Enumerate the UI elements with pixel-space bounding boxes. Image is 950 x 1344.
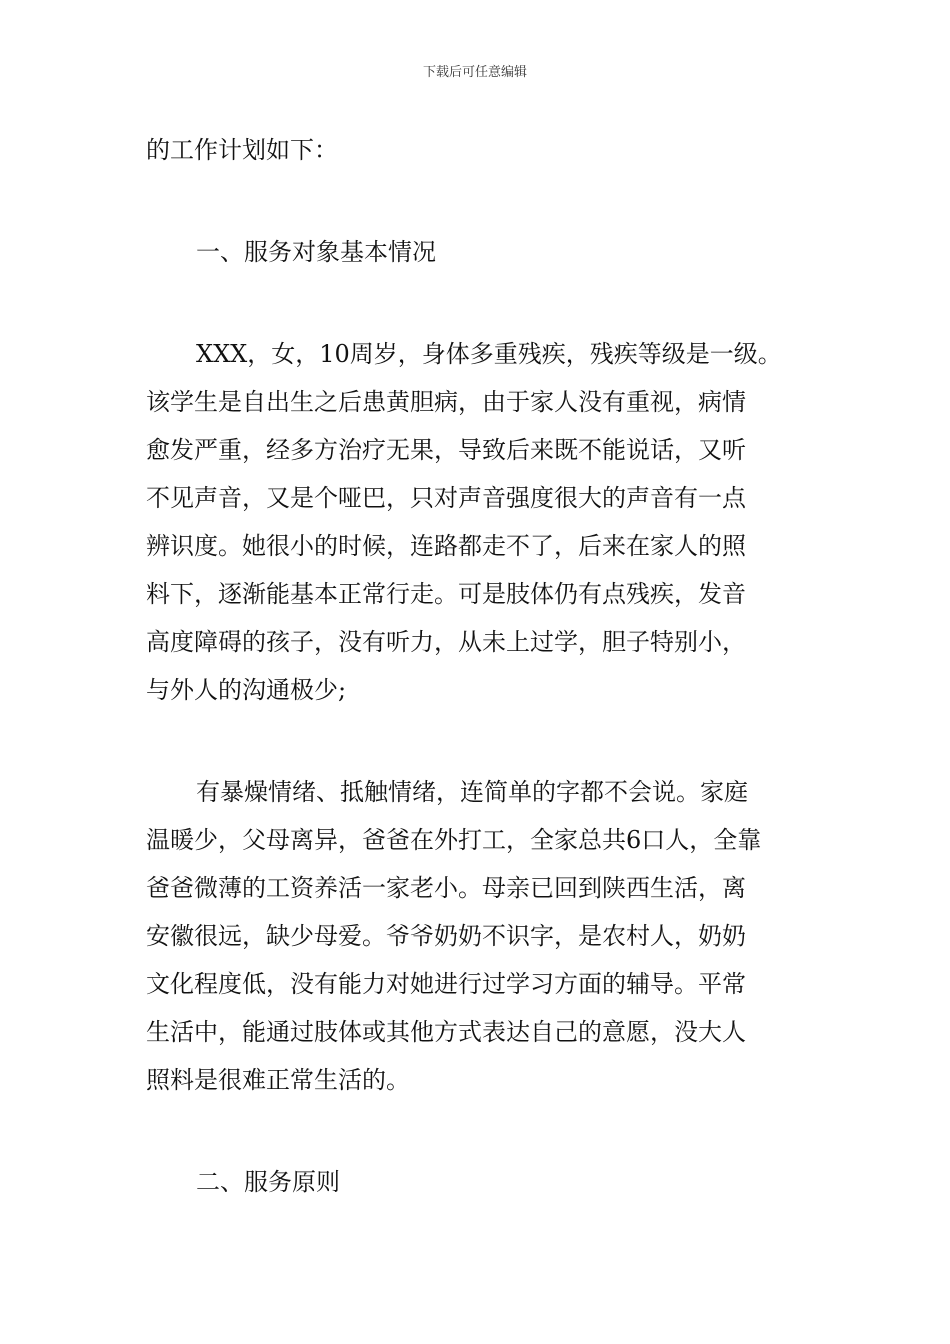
paragraph-line: XXX，女，10周岁，身体多重残疾，残疾等级是一级。 <box>196 340 782 368</box>
spacer <box>146 174 810 228</box>
paragraph-line: 生活中，能通过肢体或其他方式表达自己的意愿，没大人 <box>146 1018 746 1046</box>
paragraph-line: 有暴燥情绪、抵触情绪，连简单的字都不会说。家庭 <box>196 778 748 806</box>
paragraph-line: 照料是很难正常生活的。 <box>146 1066 410 1094</box>
paragraph-line: 料下，逐渐能基本正常行走。可是肢体仍有点残疾，发音 <box>146 580 746 608</box>
spacer <box>146 276 810 330</box>
paragraph-line: 辨识度。她很小的时候，连路都走不了，后来在家人的照 <box>146 532 746 560</box>
paragraph-line: 文化程度低，没有能力对她进行过学习方面的辅导。平常 <box>146 970 746 998</box>
paragraph-line: 愈发严重，经多方治疗无果，导致后来既不能说话，又听 <box>146 436 746 464</box>
paragraph-line: 该学生是自出生之后患黄胆病，由于家人没有重视，病情 <box>146 388 746 416</box>
page-header: 下载后可任意编辑 <box>422 65 527 80</box>
section-heading-1: 一、服务对象基本情况 <box>196 238 436 266</box>
paragraph-line: 温暖少，父母离异，爸爸在外打工，全家总共6口人，全靠 <box>146 826 762 854</box>
paragraph-line: 与外人的沟通极少; <box>146 676 347 704</box>
document-body <box>146 126 810 1206</box>
paragraph-line: 不见声音，又是个哑巴，只对声音强度很大的声音有一点 <box>146 484 746 512</box>
spacer <box>146 1104 810 1158</box>
paragraph-line: 高度障碍的孩子，没有听力，从未上过学，胆子特别小， <box>146 628 746 656</box>
section-heading-2: 二、服务原则 <box>196 1168 340 1196</box>
paragraph-2 <box>146 768 810 1104</box>
paragraph-line: 爸爸微薄的工资养活一家老小。母亲已回到陕西生活，离 <box>146 874 746 902</box>
intro-line: 的工作计划如下： <box>146 136 338 164</box>
paragraph-1 <box>146 330 810 714</box>
spacer <box>146 714 810 768</box>
paragraph-line: 安徽很远，缺少母爱。爷爷奶奶不识字，是农村人，奶奶 <box>146 922 746 950</box>
